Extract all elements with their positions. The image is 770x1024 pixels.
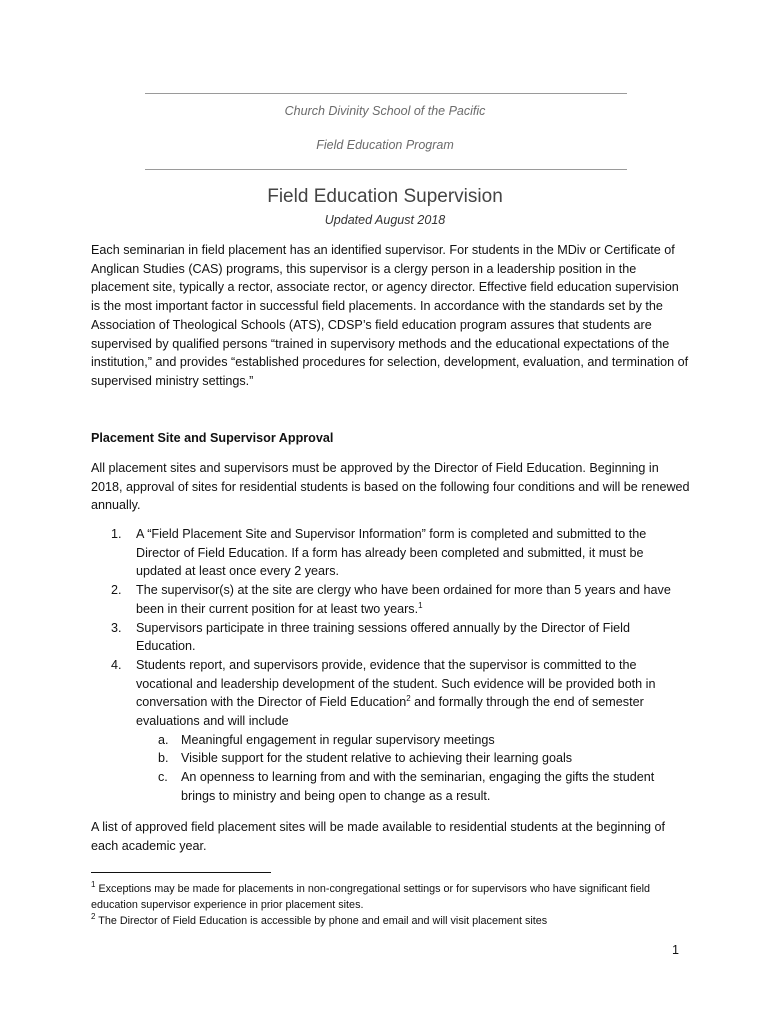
section-heading: Placement Site and Supervisor Approval	[91, 431, 334, 445]
footnote-divider	[91, 872, 271, 873]
list-item: c. An openness to learning from and with the seminarian, engaging the gifts the student brings to ministry and being open to change as a result.	[158, 770, 655, 803]
header-top-rule	[145, 93, 627, 94]
page-number: 1	[672, 943, 680, 957]
list-item: a. Meaningful engagement in regular supervisory meetings	[158, 732, 495, 747]
list-item: 3. Supervisors participate in three training sessions offered annually by the Director of Field Education.	[111, 620, 630, 654]
closing-paragraph: A list of approved field placement sites will be made available to residential students at the beginning of each academic year.	[91, 820, 666, 853]
evidence-sublist	[136, 731, 691, 806]
list-item: b. Visible support for the student relative to achieving their learning goals	[158, 751, 573, 766]
institution-name: Church Divinity School of the Pacific	[284, 104, 486, 118]
list-item: 2. The supervisor(s) at the site are clergy who have been ordained for more than 5 years and have been in their current position for at least two years.$^1$	[111, 583, 671, 616]
footnote-ref: 2	[406, 694, 411, 704]
footnote-1: $^1$ Exceptions may be made for placements in non-congregational settings or for supervisors who have significant field education supervisor experience in prior placement sites.	[91, 880, 650, 911]
program-name: Field Education Program	[316, 138, 454, 152]
updated-date: Updated August 2018	[324, 213, 446, 227]
footnote-2: $^2$ The Director of Field Education is accessible by phone and email and will visit placement sites	[91, 912, 548, 927]
approval-paragraph: All placement sites and supervisors must be approved by the Director of Field Education. Beginning in 2018, approval of sites for residential students is based on the following four conditions and will be renewed annually.	[91, 461, 690, 513]
header-bottom-rule	[145, 169, 627, 170]
intro-paragraph: Each seminarian in field placement has an identified supervisor. For students in the MDiv or Certificate of Anglican Studies (CAS) programs, this supervisor is a clergy person in a leadership position in the placement site, typically a rector, associate rector, or agency director. Effective field education supervision is the most important factor in successful field placements. In accordance with the standards set by the Association of Theological Schools (ATS), CDSP’s field education program assures that students are supervised by qualified persons “trained in supervisory methods and the educational expectations of the institution,” and provides “established procedures for selection, development, evaluation, and termination of supervised ministry settings.”	[91, 243, 689, 388]
list-item: 4. Students report, and supervisors provide, evidence that the supervisor is committed to the vocational and leadership development of the student. Such evidence will be provided both in conversation with the Director of Field Education$^2$ and formally through the end of semester evaluations and will include a. Meaningful engagement in regular supervisory meetings b. Visible support for the student relative to achieving their learning goals c. An openness to learning from and with the seminarian, engaging the gifts the student brings to ministry and being open to change as a result.	[91, 656, 691, 806]
list-item: 1. A “Field Placement Site and Supervisor Information” form is completed and submitted to the Director of Field Education. If a form has already been completed and submitted, it must be updated at least once every 2 years.	[111, 527, 647, 579]
footnote-ref: 1	[418, 600, 423, 610]
conditions-list	[91, 525, 691, 806]
page-title: Field Education Supervision	[267, 186, 503, 207]
